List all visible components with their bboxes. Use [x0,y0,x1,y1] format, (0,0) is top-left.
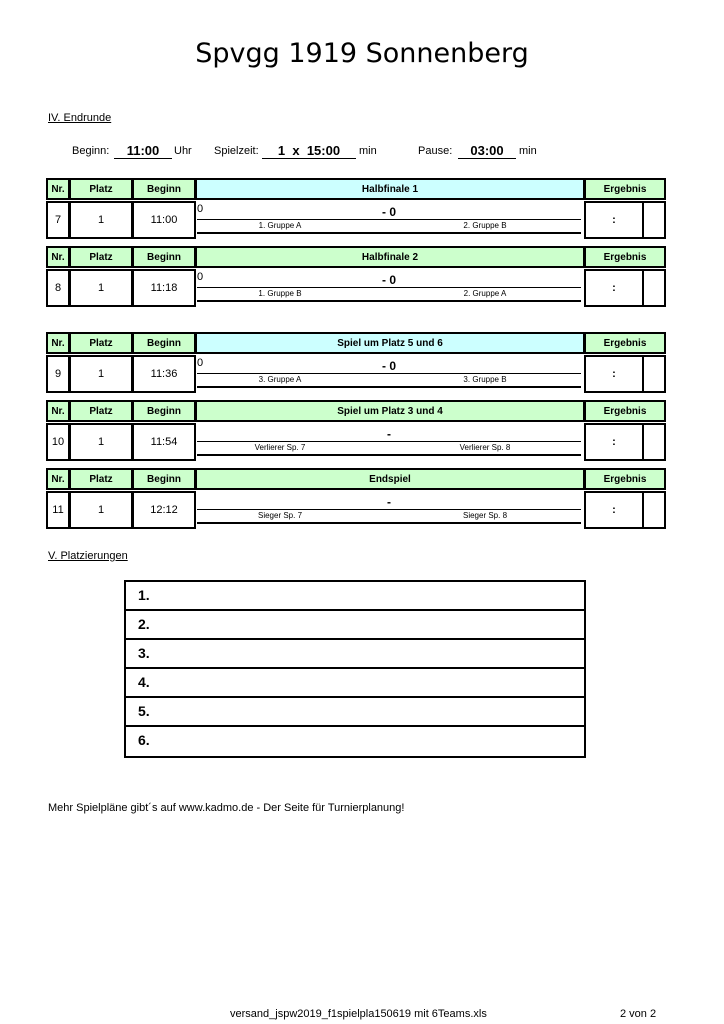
game-block [46,178,666,246]
pause-unit: min [519,145,537,157]
game-nr: 7 [46,201,70,239]
game-beginn: 11:00 [132,201,196,239]
game-beginn: 11:54 [132,423,196,461]
game-beginn: 12:12 [132,491,196,529]
header-platz: Platz [69,400,133,422]
game-nr: 9 [46,355,70,393]
match-score: - 0 [381,273,396,287]
placing-row: 3. [126,640,584,669]
pause-value: 03:00 [458,143,516,159]
team-a: 1. Gruppe A [258,221,302,230]
header-nr: Nr. [46,178,70,200]
result-cell: : [584,423,644,461]
match-cell [195,355,583,393]
game-block [46,400,666,468]
match-score: - 0 [381,205,396,219]
game-beginn: 11:36 [132,355,196,393]
spielzeit-label: Spielzeit: [214,145,259,157]
game-nr: 8 [46,269,70,307]
team-b: 2. Gruppe B [463,221,507,230]
spielzeit-unit: min [359,145,377,157]
team-b: Verlierer Sp. 8 [459,443,511,452]
team-a: Verlierer Sp. 7 [254,443,306,452]
game-beginn: 11:18 [132,269,196,307]
match-score: - [387,495,391,509]
team-a: 1. Gruppe B [258,289,302,298]
game-name: Spiel um Platz 3 und 4 [195,400,585,422]
game-block [46,468,666,536]
team-b: Sieger Sp. 8 [462,511,508,520]
match-cell [195,491,583,529]
home-goals: 0 [197,271,204,283]
placing-row: 5. [126,698,584,727]
header-beginn: Beginn [132,400,196,422]
placing-row: 2. [126,611,584,640]
header-ergebnis: Ergebnis [584,178,666,200]
header-beginn: Beginn [132,178,196,200]
result-cell: : [584,355,644,393]
placing-row: 4. [126,669,584,698]
header-nr: Nr. [46,246,70,268]
team-b: 2. Gruppe A [463,289,507,298]
game-platz: 1 [69,491,133,529]
header-ergebnis: Ergebnis [584,400,666,422]
header-beginn: Beginn [132,246,196,268]
game-nr: 10 [46,423,70,461]
beginn-unit: Uhr [174,145,192,157]
header-platz: Platz [69,246,133,268]
result-extra-cell [642,269,666,307]
match-score: - [387,427,391,441]
placings-table [124,580,586,758]
footer-note: Mehr Spielpläne gibt´s auf www.kadmo.de - Der Seite für Turnierplanung! [48,802,405,814]
game-platz: 1 [69,423,133,461]
beginn-value: 11:00 [114,143,172,159]
game-block [46,332,666,400]
game-platz: 1 [69,269,133,307]
placing-row: 6. [138,732,150,748]
section-endrunde-label: IV. Endrunde [48,112,112,124]
result-cell: : [584,201,644,239]
beginn-label: Beginn: [72,145,110,157]
match-cell [195,201,583,239]
placing-row: 1. [126,582,584,611]
match-score: - 0 [381,359,396,373]
header-ergebnis: Ergebnis [584,246,666,268]
spielzeit-value: 1 x 15:00 [262,143,356,159]
page-number: 2 von 2 [620,1008,657,1020]
game-platz: 1 [69,201,133,239]
pause-label: Pause: [418,145,453,157]
game-name: Spiel um Platz 5 und 6 [195,332,585,354]
schedule-settings [0,143,724,163]
team-a: Sieger Sp. 7 [257,511,303,520]
header-beginn: Beginn [132,332,196,354]
header-platz: Platz [69,468,133,490]
game-name: Halbfinale 2 [195,246,585,268]
result-extra-cell [642,491,666,529]
home-goals: 0 [197,357,204,369]
match-cell [195,269,583,307]
game-platz: 1 [69,355,133,393]
game-block [46,246,666,314]
header-nr: Nr. [46,332,70,354]
header-nr: Nr. [46,400,70,422]
result-cell: : [584,269,644,307]
game-name: Endspiel [195,468,585,490]
header-ergebnis: Ergebnis [584,332,666,354]
header-platz: Platz [69,178,133,200]
result-cell: : [584,491,644,529]
game-nr: 11 [46,491,70,529]
result-extra-cell [642,201,666,239]
header-nr: Nr. [46,468,70,490]
game-name: Halbfinale 1 [195,178,585,200]
match-cell [195,423,583,461]
header-ergebnis: Ergebnis [584,468,666,490]
header-platz: Platz [69,332,133,354]
home-goals: 0 [197,203,204,215]
team-b: 3. Gruppe B [463,375,507,384]
result-extra-cell [642,423,666,461]
team-a: 3. Gruppe A [258,375,302,384]
file-name: versand_jspw2019_f1spielpla150619 mit 6Teams.xls [230,1008,487,1020]
result-extra-cell [642,355,666,393]
header-beginn: Beginn [132,468,196,490]
page-title: Spvgg 1919 Sonnenberg [195,38,529,69]
section-platzierungen-label: V. Platzierungen [48,550,128,562]
